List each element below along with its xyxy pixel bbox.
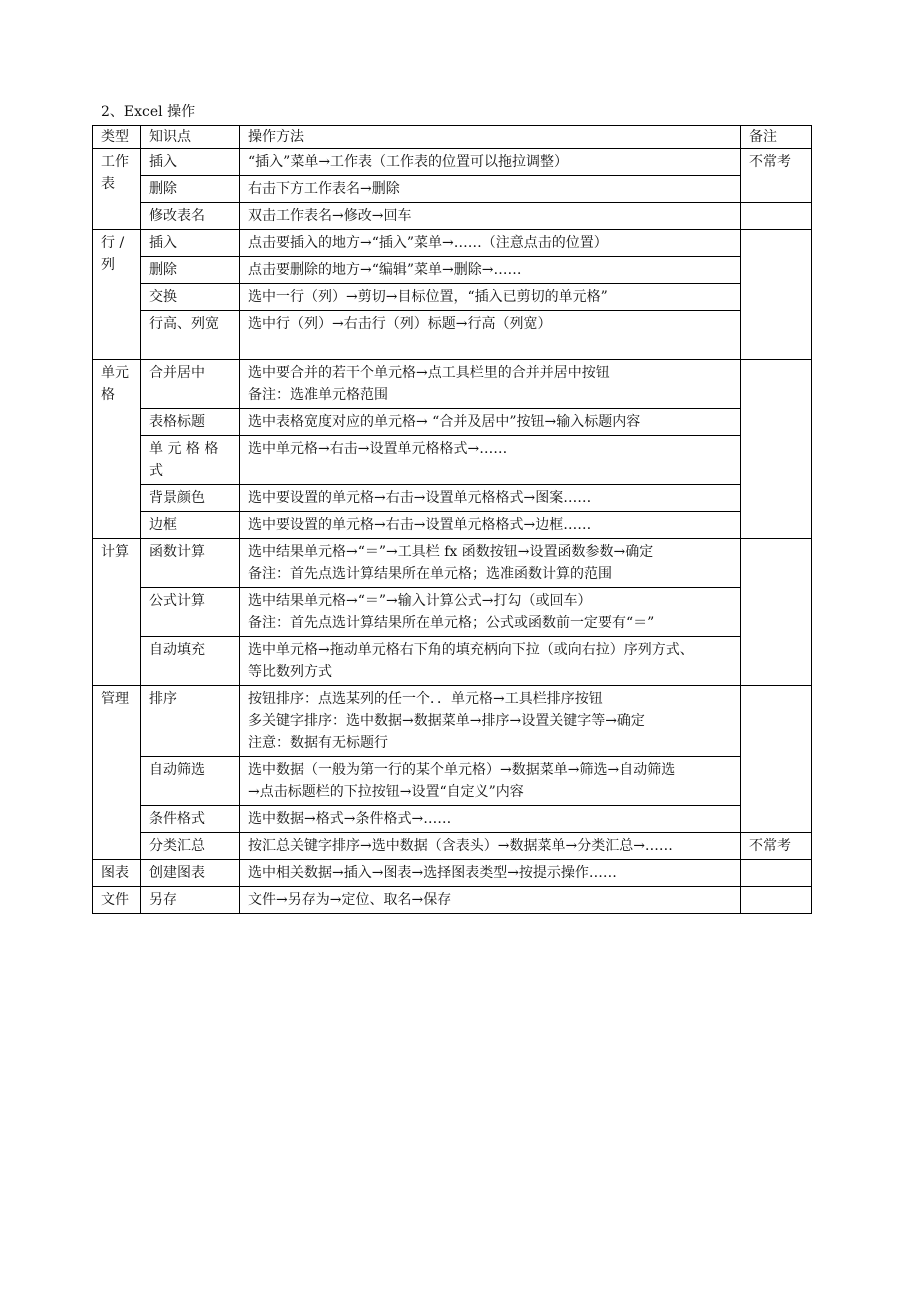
method-cell (240, 833, 741, 860)
method-line: 选中结果单元格→“＝”→工具栏 fx 函数按钮→设置函数参数→确定 (248, 544, 654, 560)
note-cell: 不常考 (741, 833, 812, 860)
point-cell: 函数计算 (141, 539, 240, 588)
type-cell: 单元格 (93, 360, 141, 539)
table-row (93, 806, 812, 833)
column-header-type: 类型 (93, 126, 141, 149)
type-cell: 文件 (93, 887, 141, 914)
note-cell (741, 887, 812, 914)
type-cell: 工作表 (93, 149, 141, 230)
method-line: 备注：首先点选计算结果所在单元格；公式或函数前一定要有“＝” (248, 615, 655, 631)
method-line: 选中表格宽度对应的单元格→ “合并及居中”按钮→输入标题内容 (248, 414, 641, 430)
method-cell (240, 284, 741, 311)
point-cell: 交换 (141, 284, 240, 311)
point-cell: 插入 (141, 230, 240, 257)
table-row (93, 230, 812, 257)
note-cell (741, 686, 812, 833)
column-header-method: 操作方法 (240, 126, 741, 149)
method-cell (240, 539, 741, 588)
method-cell (240, 149, 741, 176)
table-header-row (93, 126, 812, 149)
method-cell (240, 436, 741, 485)
point-cell: 背景颜色 (141, 485, 240, 512)
type-cell: 管理 (93, 686, 141, 860)
method-cell (240, 637, 741, 686)
note-cell (741, 360, 812, 539)
method-cell (240, 806, 741, 833)
method-cell (240, 686, 741, 757)
method-line: 双击工作表名→修改→回车 (248, 208, 412, 224)
method-cell (240, 311, 741, 360)
method-line: →点击标题栏的下拉按钮→设置“自定义”内容 (248, 784, 524, 800)
method-cell (240, 887, 741, 914)
method-line: 备注：选准单元格范围 (248, 387, 388, 403)
type-cell: 图表 (93, 860, 141, 887)
column-header-point: 知识点 (141, 126, 240, 149)
table-row (93, 887, 812, 914)
section-heading: 2、Excel 操作 (101, 104, 196, 120)
method-cell (240, 409, 741, 436)
method-cell (240, 230, 741, 257)
note-cell: 不常考 (741, 149, 812, 203)
method-cell (240, 176, 741, 203)
point-cell: 自动填充 (141, 637, 240, 686)
point-cell: 插入 (141, 149, 240, 176)
method-line: 选中相关数据→插入→图表→选择图表类型→按提示操作…… (248, 865, 617, 881)
point-cell: 分类汇总 (141, 833, 240, 860)
table-row (93, 360, 812, 409)
method-cell (240, 512, 741, 539)
table-row (93, 588, 812, 637)
type-cell: 行 / 列 (93, 230, 141, 360)
table-row (93, 833, 812, 860)
table-row (93, 436, 812, 485)
point-cell: 自动筛选 (141, 757, 240, 806)
method-cell (240, 203, 741, 230)
method-cell (240, 757, 741, 806)
note-cell (741, 203, 812, 230)
note-cell (741, 860, 812, 887)
point-cell: 条件格式 (141, 806, 240, 833)
method-cell (240, 588, 741, 637)
table-row (93, 512, 812, 539)
method-line: 选中单元格→拖动单元格右下角的填充柄向下拉（或向右拉）序列方式、 (248, 642, 694, 658)
method-line: 点击要删除的地方→“编辑”菜单→删除→…… (248, 262, 522, 278)
table-row (93, 637, 812, 686)
table-row (93, 176, 812, 203)
point-cell: 单 元 格 格 式 (141, 436, 240, 485)
point-cell: 公式计算 (141, 588, 240, 637)
method-line: 选中数据→格式→条件格式→…… (248, 811, 452, 827)
table-body (93, 149, 812, 914)
method-line: 点击要插入的地方→“插入”菜单→……（注意点击的位置） (248, 235, 608, 251)
method-line: 备注：首先点选计算结果所在单元格；选准函数计算的范围 (248, 566, 612, 582)
method-line: 选中要设置的单元格→右击→设置单元格格式→边框…… (248, 517, 592, 533)
table-row (93, 311, 812, 360)
method-line: 按汇总关键字排序→选中数据（含表头）→数据菜单→分类汇总→…… (248, 838, 673, 854)
method-cell (240, 860, 741, 887)
table-row (93, 257, 812, 284)
table-row (93, 686, 812, 757)
method-line: 选中结果单元格→“＝”→输入计算公式→打勾（或回车） (248, 593, 592, 609)
point-cell: 合并居中 (141, 360, 240, 409)
note-cell (741, 230, 812, 360)
table-row (93, 149, 812, 176)
method-cell (240, 257, 741, 284)
point-cell: 修改表名 (141, 203, 240, 230)
table-row (93, 539, 812, 588)
point-cell: 删除 (141, 176, 240, 203)
point-cell: 表格标题 (141, 409, 240, 436)
point-cell: 创建图表 (141, 860, 240, 887)
method-cell (240, 485, 741, 512)
table-row (93, 409, 812, 436)
method-line: 选中要合并的若干个单元格→点工具栏里的合并并居中按钮 (248, 365, 610, 381)
table-row (93, 757, 812, 806)
method-line (248, 335, 732, 357)
type-cell: 计算 (93, 539, 141, 686)
method-line: 选中单元格→右击→设置单元格格式→…… (248, 441, 508, 457)
method-line: 选中一行（列）→剪切→目标位置，“插入已剪切的单元格” (248, 289, 608, 305)
table-row (93, 203, 812, 230)
point-cell: 删除 (141, 257, 240, 284)
point-cell: 边框 (141, 512, 240, 539)
method-line: 多关键字排序：选中数据→数据菜单→排序→设置关键字等→确定 (248, 713, 645, 729)
table-row (93, 860, 812, 887)
table-row (93, 284, 812, 311)
method-line: 右击下方工作表名→删除 (248, 181, 400, 197)
method-line: 等比数列方式 (248, 664, 332, 680)
point-cell: 另存 (141, 887, 240, 914)
note-cell (741, 539, 812, 686)
method-line: “插入”菜单→工作表（工作表的位置可以拖拉调整） (248, 154, 569, 170)
method-cell (240, 360, 741, 409)
method-line: 选中要设置的单元格→右击→设置单元格格式→图案…… (248, 490, 592, 506)
excel-operations-table (92, 125, 812, 914)
method-line: 注意：数据有无标题行 (248, 735, 388, 751)
method-line: 选中行（列）→右击行（列）标题→行高（列宽） (248, 316, 552, 332)
point-cell: 排序 (141, 686, 240, 757)
column-header-note: 备注 (741, 126, 812, 149)
method-line: 按钮排序：点选某列的任一个．．单元格→工具栏排序按钮 (248, 691, 603, 707)
method-line: 选中数据（一般为第一行的某个单元格）→数据菜单→筛选→自动筛选 (248, 762, 676, 778)
table-row (93, 485, 812, 512)
point-cell: 行高、列宽 (141, 311, 240, 360)
method-line: 文件→另存为→定位、取名→保存 (248, 892, 452, 908)
